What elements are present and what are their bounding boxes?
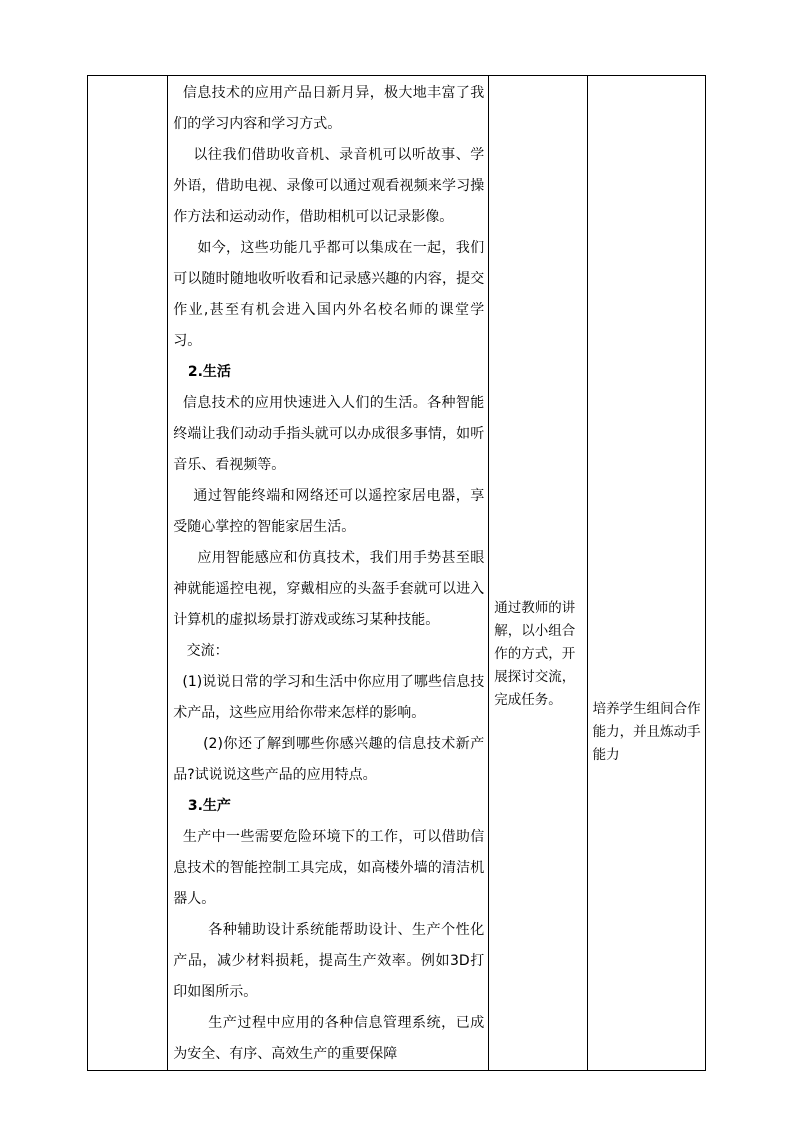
teaching-content-cell: [168, 76, 489, 1071]
paragraph-learning-intro: 信息技术的应用产品日新月异，极大地丰富了我们的学习内容和学习方式。: [173, 85, 485, 132]
discussion-question-2: (2)你还了解到哪些你感兴趣的信息技术新产品?试说说这些产品的应用特点。: [173, 736, 485, 783]
teaching-method-text: 通过教师的讲解，以小组合作的方式，开展探讨交流，完成任务。: [494, 600, 576, 708]
teaching-goal-cell: [587, 76, 705, 1071]
lesson-plan-table: [87, 75, 706, 1071]
teaching-goal-text: 培养学生组间合作能力，并且炼动手能力: [592, 701, 701, 763]
paragraph-life-intro: 信息技术的应用快速进入人们的生活。各种智能终端让我们动动手指头就可以办成很多事情，如听音乐、看视频等。: [173, 395, 485, 473]
paragraph-production-management: 生产过程中应用的各种信息管理系统，已成为安全、有序、高效生产的重要保障: [173, 1015, 485, 1062]
discussion-question-1: (1)说说日常的学习和生活中你应用了哪些信息技术产品，这些应用给你带来怎样的影响。: [173, 674, 485, 721]
teaching-method-cell: [489, 76, 587, 1071]
section-heading-production: 3.生产: [173, 798, 231, 814]
paragraph-life-vr: 应用智能感应和仿真技术，我们用手势甚至眼神就能遥控电视，穿戴相应的头盔手套就可以进入计算机的虚拟场景打游戏或练习某种技能。: [173, 550, 485, 628]
discussion-label: 交流：: [173, 643, 229, 659]
paragraph-production-design: 各种辅助设计系统能帮助设计、生产个性化产品，减少材料损耗，提高生产效率。例如3D打印如图所示。: [173, 922, 485, 1000]
empty-stage-cell: [88, 76, 168, 1071]
paragraph-life-smart-home: 通过智能终端和网络还可以遥控家居电器，享受随心掌控的智能家居生活。: [173, 488, 485, 535]
paragraph-learning-now: 如今，这些功能几乎都可以集成在一起，我们可以随时随地收听收看和记录感兴趣的内容，提交作业,甚至有机会进入国内外名校名师的课堂学习。: [173, 240, 485, 349]
section-heading-life: 2.生活: [173, 364, 231, 380]
table-row: [88, 76, 706, 1071]
paragraph-learning-past: 以往我们借助收音机、录音机可以听故事、学外语，借助电视、录像可以通过观看视频来学习操作方法和运动动作，借助相机可以记录影像。: [173, 147, 485, 225]
paragraph-production-robots: 生产中一些需要危险环境下的工作，可以借助信息技术的智能控制工具完成，如高楼外墙的清洁机器人。: [173, 829, 485, 907]
